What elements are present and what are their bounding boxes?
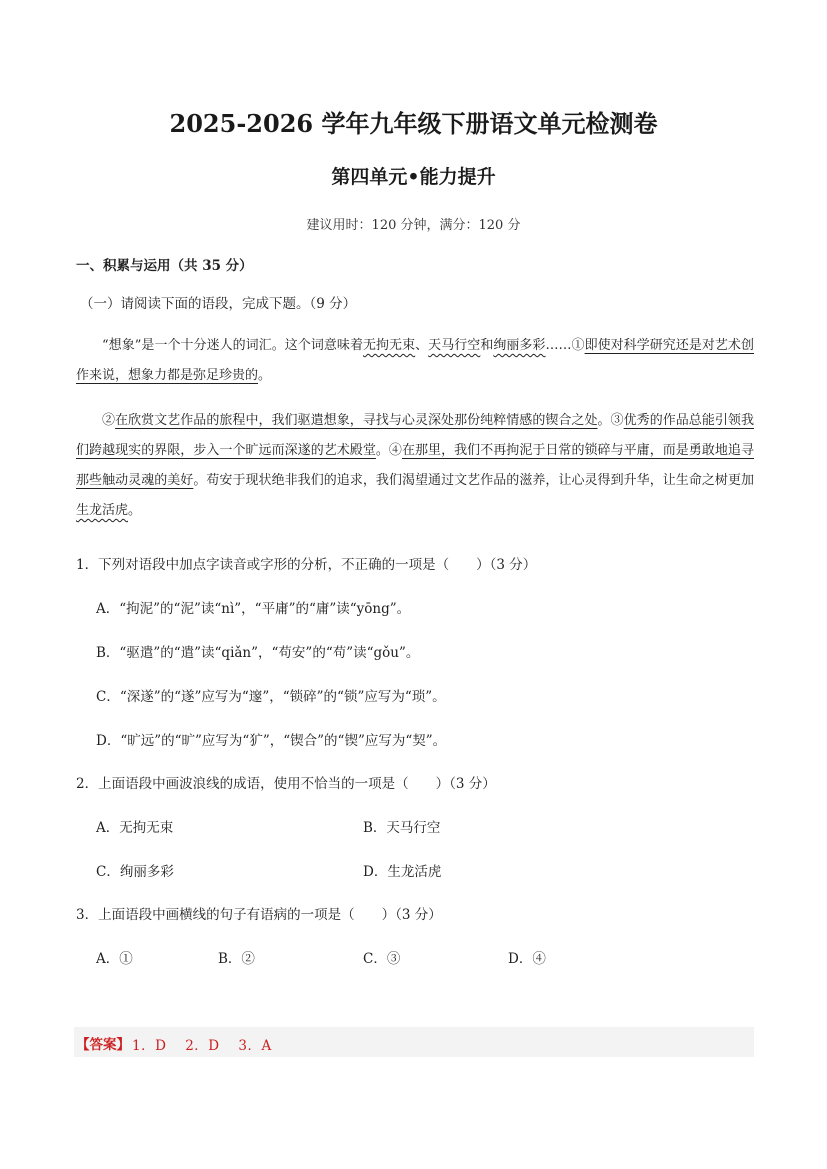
passage-text: 和 — [480, 338, 494, 353]
passage-text: “想象”是一个十分迷人的词汇。这个词意味着 — [102, 338, 363, 353]
underlined-sentence-3: 优秀的作品总能引领我们跨越现实的界限，步入一个旷远而深遂的艺术殿堂 — [76, 413, 754, 458]
wavy-idiom-3: 绚丽多彩 — [493, 338, 546, 353]
passage-text: 。 — [128, 503, 142, 518]
question-1-option-d[interactable]: D．“旷远”的“旷”应写为“犷”，“锲合”的“锲”应写为“契”。 — [96, 733, 447, 749]
passage-paragraph-2 — [76, 406, 754, 526]
page-title: 2025-2026 学年九年级下册语文单元检测卷 — [169, 109, 658, 138]
underlined-sentence-4: 在那里，我们不再拘泥于日常的锁碎与平庸，而是勇敢地追寻那些触动灵魂的美好 — [76, 443, 754, 488]
question-3-option-c[interactable]: C．③ — [363, 951, 401, 967]
page-subtitle: 第四单元•能力提升 — [331, 166, 496, 188]
question-1-stem: 1．下列对语段中加点字读音或字形的分析，不正确的一项是（ ）（3 分） — [76, 557, 537, 573]
passage-text: 。苟安于现状绝非我们的追求，我们渴望通过文艺作品的滋养，让心灵得到升华，让生命之树更加 — [193, 473, 754, 488]
underlined-sentence-1: 即使对科学研究还是对艺术创作来说，想象力都是弥足珍贵的 — [76, 338, 754, 383]
answer-box — [74, 1027, 754, 1057]
question-2-option-d[interactable]: D．生龙活虎 — [363, 864, 442, 880]
wavy-idiom-4: 生龙活虎 — [76, 503, 129, 518]
passage-text: ② — [102, 413, 116, 428]
question-1-option-c[interactable]: C．“深遂”的“遂”应写为“邃”，“锁碎”的“锁”应写为“琐”。 — [96, 689, 446, 705]
question-1-option-b[interactable]: B．“驱遣”的“遣”读“qiǎn”，“苟安”的“苟”读“gǒu”。 — [96, 645, 420, 661]
question-2-option-b[interactable]: B．天马行空 — [363, 820, 441, 836]
passage-text: 。 — [258, 368, 272, 383]
question-3-stem: 3．上面语段中画横线的句子有语病的一项是（ ）（3 分） — [76, 907, 442, 923]
question-3-option-a[interactable]: A．① — [96, 951, 133, 967]
section-heading: 一、积累与运用（共 35 分） — [76, 258, 253, 274]
passage-paragraph-1 — [76, 331, 754, 391]
question-3-option-b[interactable]: B．② — [218, 951, 255, 967]
subsection-heading: （一）请阅读下面的语段，完成下题。（9 分） — [80, 296, 357, 312]
passage-text: 。④ — [375, 443, 402, 458]
question-2-stem: 2．上面语段中画波浪线的成语，使用不恰当的一项是（ ）（3 分） — [76, 776, 496, 792]
wavy-idiom-2: 天马行空 — [428, 338, 481, 353]
passage-text: 。③ — [597, 413, 624, 428]
passage-text: ……① — [545, 338, 585, 353]
answer-tag: 【答案】 — [76, 1037, 130, 1053]
underlined-sentence-2: 在欣赏文艺作品的旅程中，我们驱遣想象，寻找与心灵深处那份纯粹情感的锲合之处 — [115, 413, 598, 428]
passage-text: 、 — [415, 338, 429, 353]
question-3-option-d[interactable]: D．④ — [508, 951, 546, 967]
question-2-option-c[interactable]: C．绚丽多彩 — [96, 864, 174, 880]
wavy-idiom-1: 无拘无束 — [362, 338, 416, 353]
question-1-option-a[interactable]: A．“拘泥”的“泥”读“nì”，“平庸”的“庸”读“yōng”。 — [96, 601, 411, 617]
answer-text: 1．D 2．D 3．A — [132, 1038, 272, 1054]
exam-meta: 建议用时：120 分钟，满分：120 分 — [306, 218, 521, 233]
question-2-option-a[interactable]: A．无拘无束 — [96, 820, 174, 836]
